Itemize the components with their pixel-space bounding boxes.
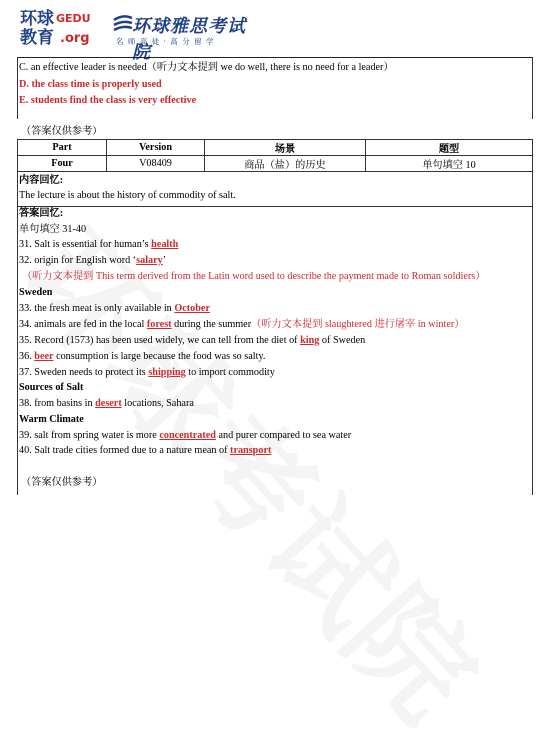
question-text: 32. origin for English word ‘	[19, 255, 137, 266]
table-cell: 商品（盐）的历史	[205, 156, 366, 172]
answer-36: beer	[34, 351, 54, 362]
question-37	[19, 366, 275, 379]
logo-brand-line2: 教育	[20, 28, 54, 48]
question-text-post: locations, Sahara	[121, 398, 194, 409]
content-review-text: The lecture is about the history of commodity of salt.	[19, 190, 236, 201]
question-34-note: （听力文本提到 slaughtered 进行屠宰 in winter）	[251, 319, 465, 330]
table-cell: V08409	[107, 156, 205, 172]
logo-brand-line1: 环球	[20, 9, 54, 29]
page-header	[0, 0, 550, 63]
question-text: 37. Sweden needs to protect its	[19, 367, 149, 378]
answer-37: shipping	[148, 367, 186, 378]
table-header-cell: Version	[107, 140, 205, 156]
gedu-logo	[20, 10, 120, 50]
answer-39: concentrated	[159, 430, 216, 441]
question-text-post: of Sweden	[319, 335, 366, 346]
option-d: D. the class time is properly used	[19, 79, 162, 90]
answer-33: October	[174, 303, 210, 314]
question-text: 31. Salt is essential for human’s	[19, 239, 152, 250]
answer-35: king	[300, 335, 320, 346]
question-text-post: to import commodity	[185, 367, 275, 378]
question-40	[19, 444, 271, 457]
reference-note-top: （答案仅供参考）	[21, 126, 103, 137]
question-range: 单句填空 31-40	[19, 224, 87, 235]
swoosh-icon	[112, 14, 134, 36]
question-text-post: consumption is large because the food was so salty.	[53, 351, 266, 362]
table-row	[18, 156, 533, 172]
question-text-post: during the summer	[171, 319, 252, 330]
table-cell: Four	[18, 156, 107, 172]
question-text-post: ’	[162, 255, 167, 266]
table-header-row	[18, 140, 533, 156]
logo-right-title: 环球雅思考试院	[132, 16, 246, 63]
answer-32: salary	[136, 255, 163, 266]
question-text: 40. Salt trade cities formed due to a nature mean of	[19, 445, 231, 456]
question-text: 33. the fresh meat is only available in	[19, 303, 175, 314]
question-34	[19, 318, 464, 331]
question-text: 35. Record (1573) has been used widely, we can tell from the diet of	[19, 335, 301, 346]
answer-34: forest	[146, 319, 172, 330]
question-36	[19, 350, 265, 363]
question-39	[19, 429, 351, 442]
question-32-note: （听力文本提到 This term derived from the Latin word used to describe the payment made to Roman soldiers）	[22, 271, 486, 282]
section-sweden: Sweden	[19, 287, 53, 298]
table-header-cell: 题型	[366, 140, 533, 156]
question-text: 39. salt from spring water is more	[19, 430, 160, 441]
question-31	[19, 238, 178, 251]
table-header-cell: Part	[18, 140, 107, 156]
answer-31: health	[151, 239, 179, 250]
logo-slogan: 名 师 高 徒 · 高 分 留 学	[116, 37, 215, 46]
section-warm-climate: Warm Climate	[19, 414, 84, 425]
question-32	[19, 254, 166, 267]
reference-note-bottom: （答案仅供参考）	[21, 477, 103, 488]
question-text: 38. from basins in	[19, 398, 96, 409]
exam-institute-logo	[112, 12, 252, 63]
table-cell: 单句填空 10	[366, 156, 533, 172]
content-review-title: 内容回忆:	[19, 175, 64, 186]
option-e: E. students find the class is very effective	[19, 95, 197, 106]
question-38	[19, 397, 194, 410]
section-sources-of-salt: Sources of Salt	[19, 382, 84, 393]
option-c: C. an effective leader is needed（听力文本提到 we do well, there is no need for a leader）	[19, 62, 394, 73]
answer-38: desert	[95, 398, 122, 409]
question-33	[19, 302, 210, 315]
logo-gedu: GEDU	[56, 12, 91, 25]
question-text: 34. animals are fed in the local	[19, 319, 147, 330]
question-text: 36.	[19, 351, 35, 362]
answer-review-title: 答案回忆:	[19, 208, 64, 219]
table-header-cell: 场景	[205, 140, 366, 156]
question-35	[19, 334, 365, 347]
answer-40: transport	[230, 445, 272, 456]
logo-org: .org	[60, 31, 90, 46]
info-table	[17, 139, 533, 172]
question-text-post: and purer compared to sea water	[215, 430, 352, 441]
